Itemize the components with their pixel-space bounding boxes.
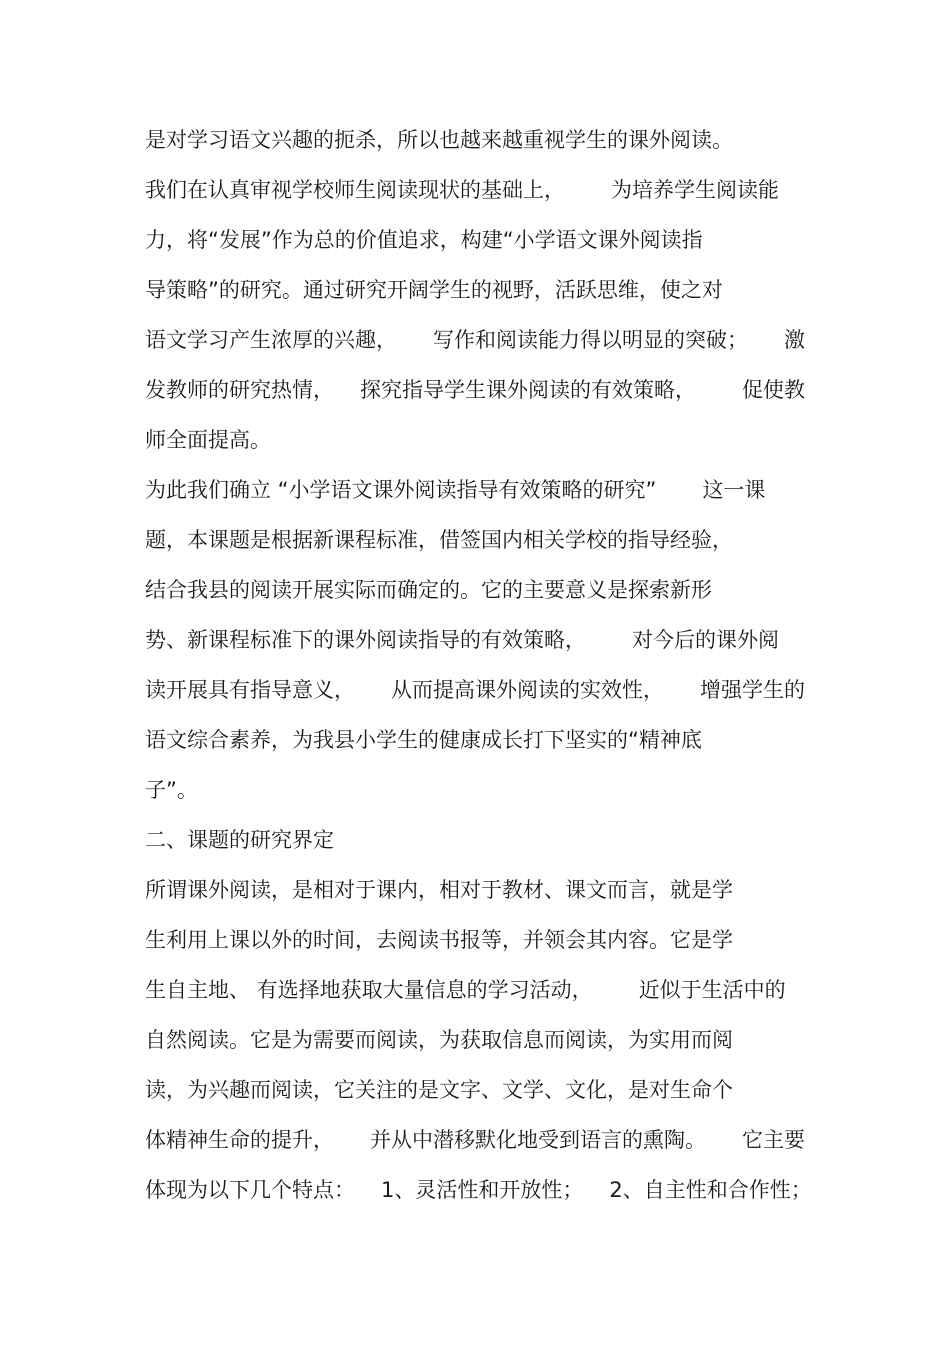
text-segment: 读，为兴趣而阅读，它关注的是文字、文学、文化，是对生命个 bbox=[145, 1078, 733, 1102]
text-segment: 这一课 bbox=[702, 478, 766, 502]
text-line bbox=[145, 372, 815, 422]
text-segment: 势、新课程标准下的课外阅读指导的有效策略， bbox=[145, 628, 586, 652]
text-segment: 近似于生活中的 bbox=[638, 978, 786, 1002]
text-segment: 增强学生的 bbox=[700, 678, 805, 702]
text-segment: 所谓课外阅读，是相对于课内，相对于教材、课文而言，就是学 bbox=[145, 878, 733, 902]
text-segment: 体精神生命的提升， bbox=[145, 1128, 334, 1152]
section-heading bbox=[145, 822, 815, 872]
text-segment: 力，将“发展”作为总的价值追求，构建“小学语文课外阅读指 bbox=[145, 228, 703, 252]
text-segment: 对今后的课外阅 bbox=[632, 628, 779, 652]
text-line bbox=[145, 722, 815, 772]
text-segment: 结合我县的阅读开展实际而确定的。它的主要意义是探索新形 bbox=[145, 578, 712, 602]
text-line bbox=[145, 272, 815, 322]
text-segment: 2、自主性和合作性； bbox=[609, 1178, 812, 1202]
text-line bbox=[145, 572, 815, 622]
text-line bbox=[145, 922, 815, 972]
text-segment: 是对学习语文兴趣的扼杀，所以也越来越重视学生的课外阅读。 bbox=[145, 128, 733, 152]
text-line bbox=[145, 1072, 815, 1122]
text-segment: 发教师的研究热情， bbox=[145, 378, 334, 402]
text-segment: 探究指导学生课外阅读的有效策略， bbox=[360, 378, 696, 402]
text-segment: 1、灵活性和开放性； bbox=[381, 1178, 584, 1202]
text-segment: 促使教 bbox=[742, 378, 805, 402]
text-segment: 体现为以下几个特点： bbox=[145, 1178, 355, 1202]
text-segment: 从而提高课外阅读的实效性， bbox=[391, 678, 664, 702]
text-line bbox=[145, 1172, 815, 1222]
text-segment: 生利用上课以外的时间，去阅读书报等，并领会其内容。它是学 bbox=[145, 928, 733, 952]
text-segment: 并从中潜移默化地受到语言的熏陶。 bbox=[370, 1128, 706, 1152]
text-segment: 我们在认真审视学校师生阅读现状的基础上， bbox=[145, 178, 565, 202]
text-segment: 激 bbox=[784, 328, 805, 352]
text-line bbox=[145, 672, 815, 722]
text-segment: 题，本课题是根据新课程标准，借签国内相关学校的指导经验， bbox=[145, 528, 733, 552]
text-line bbox=[145, 222, 815, 272]
text-segment: 语文综合素养，为我县小学生的健康成长打下坚实的“精神底 bbox=[145, 728, 702, 752]
text-line bbox=[145, 622, 815, 672]
text-line bbox=[145, 972, 815, 1022]
text-line bbox=[145, 522, 815, 572]
text-line bbox=[145, 472, 815, 522]
text-line bbox=[145, 322, 815, 372]
text-line bbox=[145, 422, 815, 472]
text-segment: 二、课题的研究界定 bbox=[145, 828, 334, 852]
text-line bbox=[145, 872, 815, 922]
text-line bbox=[145, 1122, 815, 1172]
text-segment: 读开展具有指导意义， bbox=[145, 678, 355, 702]
text-segment: 自然阅读。它是为需要而阅读，为获取信息而阅读，为实用而阅 bbox=[145, 1028, 733, 1052]
text-segment: 为此我们确立 “小学语文课外阅读指导有效策略的研究” bbox=[145, 478, 657, 502]
text-line bbox=[145, 172, 815, 222]
text-segment: 导策略”的研究。通过研究开阔学生的视野，活跃思维，使之对 bbox=[145, 278, 723, 302]
text-segment: 它主要 bbox=[742, 1128, 805, 1152]
text-line bbox=[145, 1022, 815, 1072]
body-text bbox=[145, 122, 815, 1222]
text-segment: 生自主地、 有选择地获取大量信息的学习活动， bbox=[145, 978, 593, 1002]
text-segment: 子”。 bbox=[145, 778, 198, 802]
text-segment: 师全面提高。 bbox=[145, 428, 271, 452]
text-segment: 写作和阅读能力得以明显的突破； bbox=[433, 328, 748, 352]
text-line bbox=[145, 772, 815, 822]
text-segment: 为培养学生阅读能 bbox=[611, 178, 779, 202]
text-line bbox=[145, 122, 815, 172]
text-segment: 语文学习产生浓厚的兴趣， bbox=[145, 328, 397, 352]
